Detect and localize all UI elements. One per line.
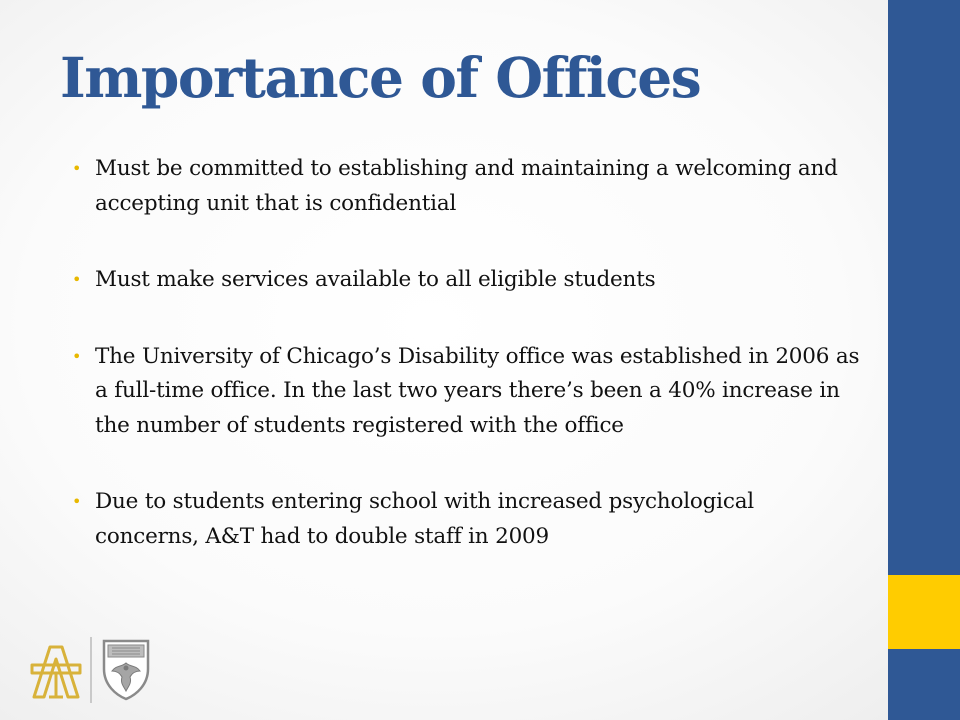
sidebar-gold-accent — [888, 575, 960, 649]
ncat-aggie-logo-icon — [30, 641, 82, 701]
bullet-text: Must make services available to all eligible students — [95, 267, 656, 292]
bullet-icon: • — [72, 159, 82, 178]
uchicago-phoenix-shield-icon — [100, 637, 152, 701]
bullet-text: Due to students entering school with increased psychological concerns, A&T had to double staff in 2009 — [95, 489, 754, 549]
bullet-item — [72, 340, 862, 444]
bullet-text: The University of Chicago’s Disability office was established in 2006 as a full-time office. In the last two years there’s been a 40% increase in the number of students registered with the office — [95, 343, 860, 438]
bullet-item — [72, 485, 862, 554]
bullet-icon: • — [72, 270, 82, 289]
bullet-icon: • — [72, 492, 82, 511]
slide-title: Importance of Offices — [60, 45, 701, 110]
bullet-list — [72, 152, 862, 554]
logo-divider — [90, 637, 92, 703]
logo-strip — [28, 633, 158, 705]
bullet-icon: • — [72, 346, 82, 366]
bullet-text: Must be committed to establishing and maintaining a welcoming and accepting unit that is confidential — [95, 156, 838, 216]
bullet-item — [72, 263, 862, 298]
bullet-item — [72, 152, 862, 221]
